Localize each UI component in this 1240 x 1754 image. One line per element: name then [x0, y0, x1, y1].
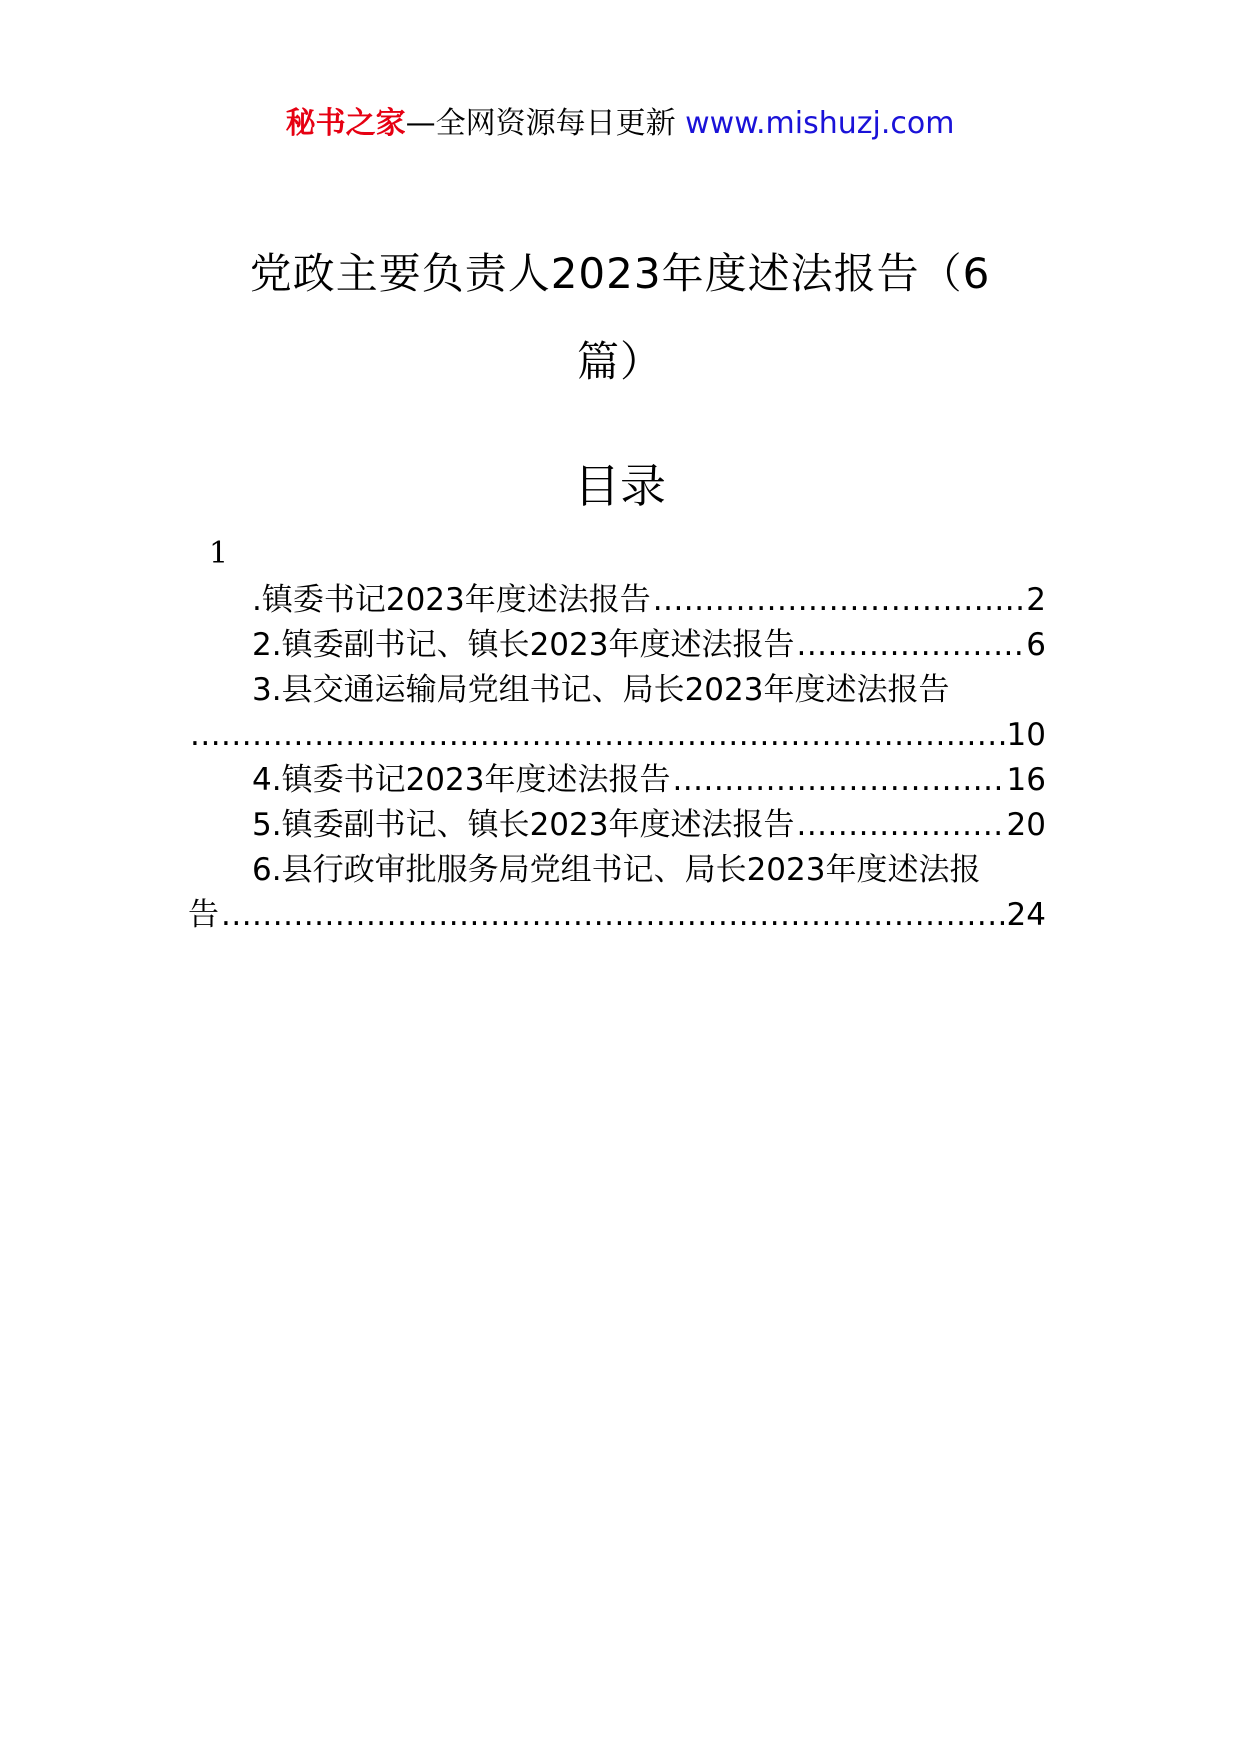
document-title-text: 党政主要负责人2023年度述法报告（6篇）: [249, 249, 991, 386]
toc-entry-6[interactable]: [188, 848, 1046, 938]
toc-entry-page: 2: [1026, 582, 1046, 618]
toc-entry-4[interactable]: [188, 758, 1046, 803]
toc-entry-page: 6: [1026, 627, 1046, 663]
toc-entry-title: 3.县交通运输局党组书记、局长2023年度述法报告: [252, 672, 950, 708]
toc-entry-title-continued: 告: [188, 897, 219, 933]
toc-entry-5[interactable]: [188, 803, 1046, 848]
toc-leader-dots: [796, 803, 1004, 848]
site-url-link[interactable]: www.mishuzj.com: [685, 106, 955, 141]
site-brand: 秘书之家: [285, 106, 406, 141]
toc-entry-page: 16: [1006, 762, 1046, 798]
toc-entry-1[interactable]: [188, 578, 1046, 623]
toc-entry-title: 6.县行政审批服务局党组书记、局长2023年度述法报: [252, 852, 981, 888]
toc-entry-title: 4.镇委书记2023年度述法报告: [252, 762, 671, 798]
toc-entry-page: 20: [1006, 807, 1046, 843]
toc-leader-dots: [190, 713, 1005, 758]
toc-leader-dots: [653, 578, 1025, 623]
toc-entry-page: 10: [1006, 717, 1046, 753]
toc-entry-2[interactable]: [188, 623, 1046, 668]
toc-entry-page: 24: [1006, 897, 1046, 933]
toc-entry-title: 2.镇委副书记、镇长2023年度述法报告: [252, 627, 795, 663]
page-marker: 1: [209, 536, 229, 571]
toc-leader-dots: [221, 893, 1005, 938]
site-tagline: —全网资源每日更新: [405, 106, 676, 141]
toc-leader-dots: [672, 758, 1004, 803]
toc-heading: 目录: [574, 459, 666, 513]
toc-entry-title: .镇委书记2023年度述法报告: [252, 582, 651, 618]
document-title: [230, 230, 1010, 406]
toc-entry-3[interactable]: [188, 668, 1046, 758]
table-of-contents: [188, 578, 1046, 938]
toc-entry-title: 5.镇委副书记、镇长2023年度述法报告: [252, 807, 795, 843]
site-header: [0, 104, 1240, 144]
toc-leader-dots: [796, 623, 1024, 668]
